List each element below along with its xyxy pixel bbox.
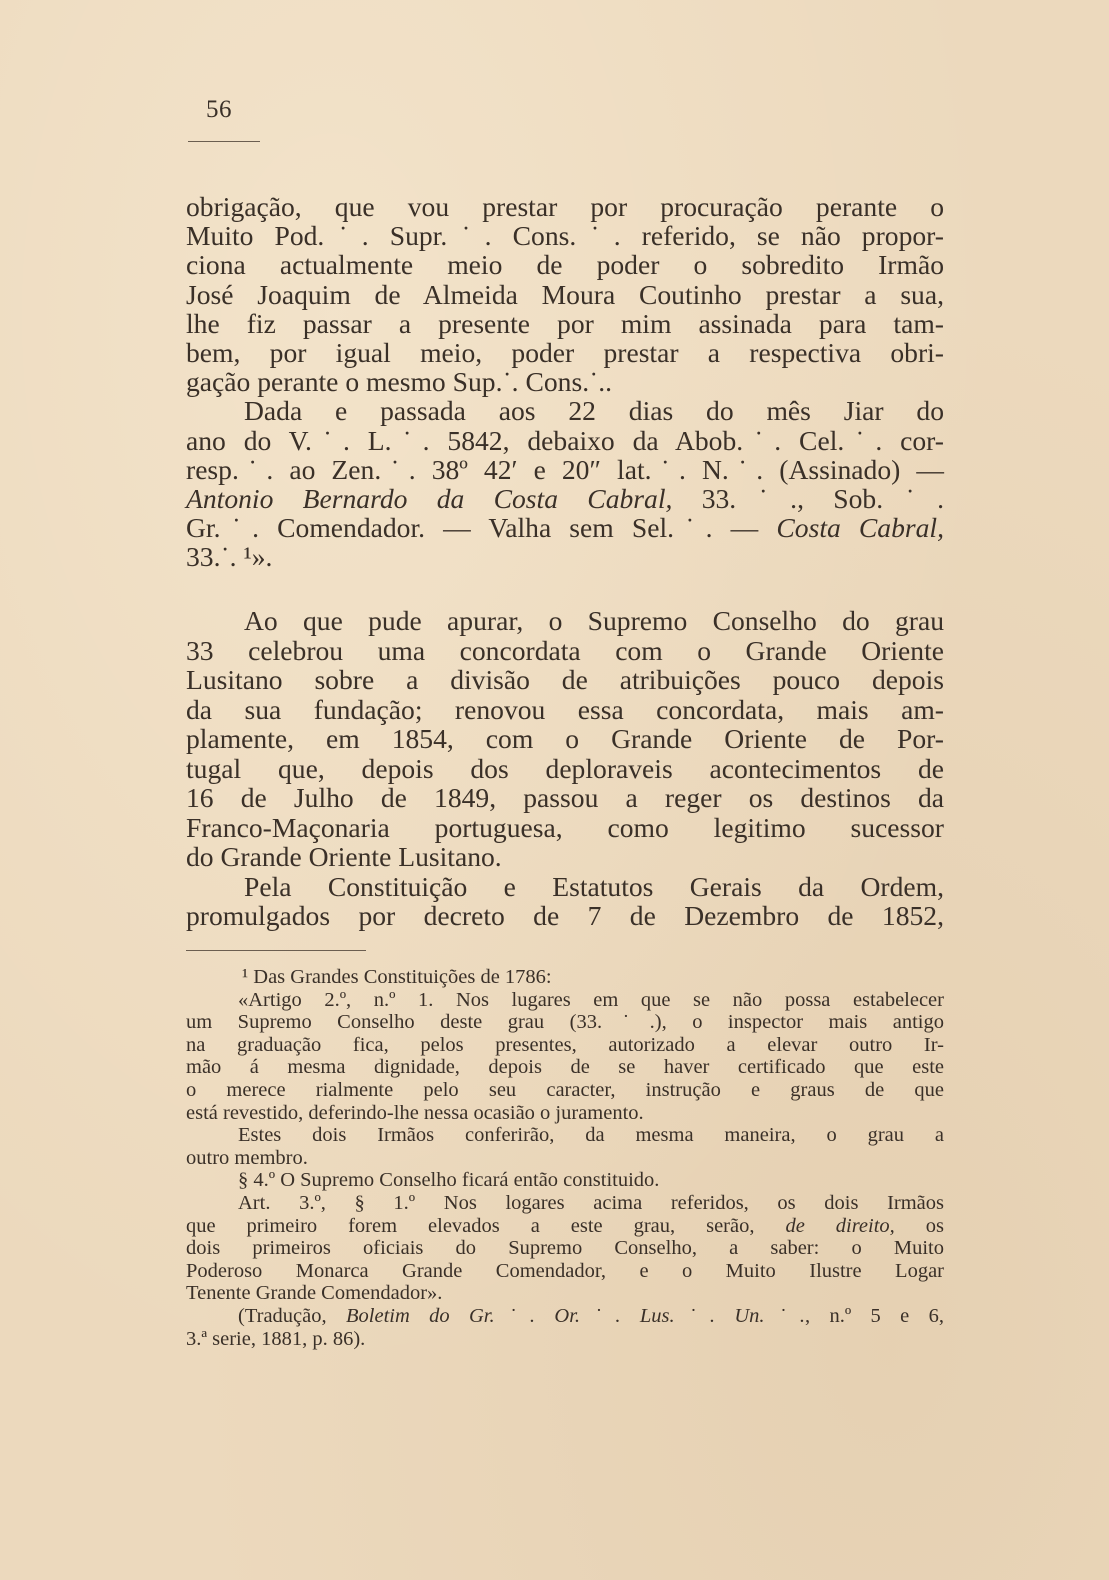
text-line: Muito Pod.˙. Supr.˙. Cons.˙. referido, se não propor- [186,220,944,252]
text-line: plamente, em 1854, com o Grande Oriente de Por- [186,723,944,754]
footnote-line [186,1215,944,1238]
text-fragment: Gr.˙. Comendador. — Valha sem Sel.˙. — [186,512,777,544]
footnote-line: na graduação fica, pelos presentes, autorizado a elevar outro Ir- [186,1033,944,1056]
footnote-line: Tenente Grande Comendador». [186,1282,443,1305]
footnote-line: está revestido, deferindo-lhe nessa ocasião o juramento. [186,1101,644,1124]
text-line: Pela Constituição e Estatutos Gerais da Ordem, [244,870,944,902]
text-fragment: , n.º 5 e 6, [804,1304,944,1327]
text-line: lhe fiz passar a presente por mim assinada para tam- [186,307,944,339]
text-line [186,484,944,513]
text-fragment: que primeiro forem elevados a este grau, serão, [186,1214,786,1237]
text-line: do Grande Oriente Lusitano. [186,841,502,872]
signature-name: Antonio Bernardo da Costa Cabral, [186,482,673,514]
text-line: Franco-Maçonaria portuguesa, como legitimo sucessor [186,811,944,843]
text-line: obrigação, que vou prestar por procuração perante o [186,191,944,222]
footnote-line: § 4.º O Supremo Conselho ficará então constituido. [238,1169,660,1192]
text-line [186,513,944,542]
text-fragment: 33.˙., Sob.˙. [672,482,944,514]
signature-name: Costa Cabral, [776,512,944,544]
text-line: ano do V.˙. L.˙. 5842, debaixo da Abob.˙. Cel.˙. cor- [186,424,944,456]
main-text-block [186,192,944,571]
footnote-line: «Artigo 2.º, n.º 1. Nos lugares em que se não possa estabelecer [238,988,944,1011]
text-line: 33.˙. ¹». [186,541,273,573]
text-line: resp.˙. ao Zen.˙. 38º 42′ e 20″ lat.˙. N.˙. (Assinado) — [186,453,944,485]
text-line: gação perante o mesmo Sup.˙. Cons.˙.. [186,366,613,398]
page-number: 56 [206,96,232,123]
text-line: promulgados por decreto de 7 de Dezembro de 1852, [186,900,944,931]
text-line: bem, por igual meio, poder prestar a respectiva obri- [186,336,944,368]
footnote-line: o merece rialmente pelo seu caracter, instrução e graus de que [186,1078,944,1101]
footnote-line: 3.ª serie, 1881, p. 86). [186,1327,366,1350]
footnote-block [186,966,944,1350]
text-line: tugal que, depois dos deploraveis acontecimentos de [186,752,944,784]
footnote-line: Poderoso Monarca Grande Comendador, e o Muito Ilustre Logar [186,1259,944,1282]
header-rule [188,141,260,142]
footnote-line: Estes dois Irmãos conferirão, da mesma maneira, o grau a [238,1124,944,1147]
footnote-line: mão á mesma dignidade, depois de se haver certificado que este [186,1056,944,1079]
text-line: ciona actualmente meio de poder o sobredito Irmão [186,249,944,281]
italic-fragment: de direito, [785,1214,895,1237]
text-line: Dada e passada aos 22 dias do mês Jiar do [244,395,944,427]
footnote-line: Art. 3.º, § 1.º Nos logares acima referidos, os dois Irmãos [238,1191,944,1214]
footnote-line [186,1305,944,1328]
text-line: Ao que pude apurar, o Supremo Conselho do grau [244,605,944,636]
text-line: Lusitano sobre a divisão de atribuições pouco depois [186,664,944,695]
paragraph-block [186,606,944,931]
footnote-line: um Supremo Conselho deste grau (33.˙.), o inspector mais antigo [186,1011,944,1034]
footnote-line: outro membro. [186,1146,308,1169]
text-line: da sua fundação; renovou essa concordata, mais am- [186,693,944,725]
text-line: 16 de Julho de 1849, passou a reger os destinos da [186,782,944,813]
footnote-line: dois primeiros oficiais do Supremo Conselho, a saber: o Muito [186,1237,944,1260]
italic-fragment: Boletim do Gr.˙. Or.˙. Lus.˙. Un.˙. [346,1304,805,1327]
text-fragment: (Tradução, [238,1304,346,1327]
text-line: 33 celebrou uma concordata com o Grande Oriente [186,634,944,666]
footnote-rule [186,950,366,951]
footnote-line: ¹ Das Grandes Constituições de 1786: [242,966,552,988]
text-line: José Joaquim de Almeida Moura Coutinho prestar a sua, [186,278,944,310]
text-fragment: os [894,1214,944,1237]
